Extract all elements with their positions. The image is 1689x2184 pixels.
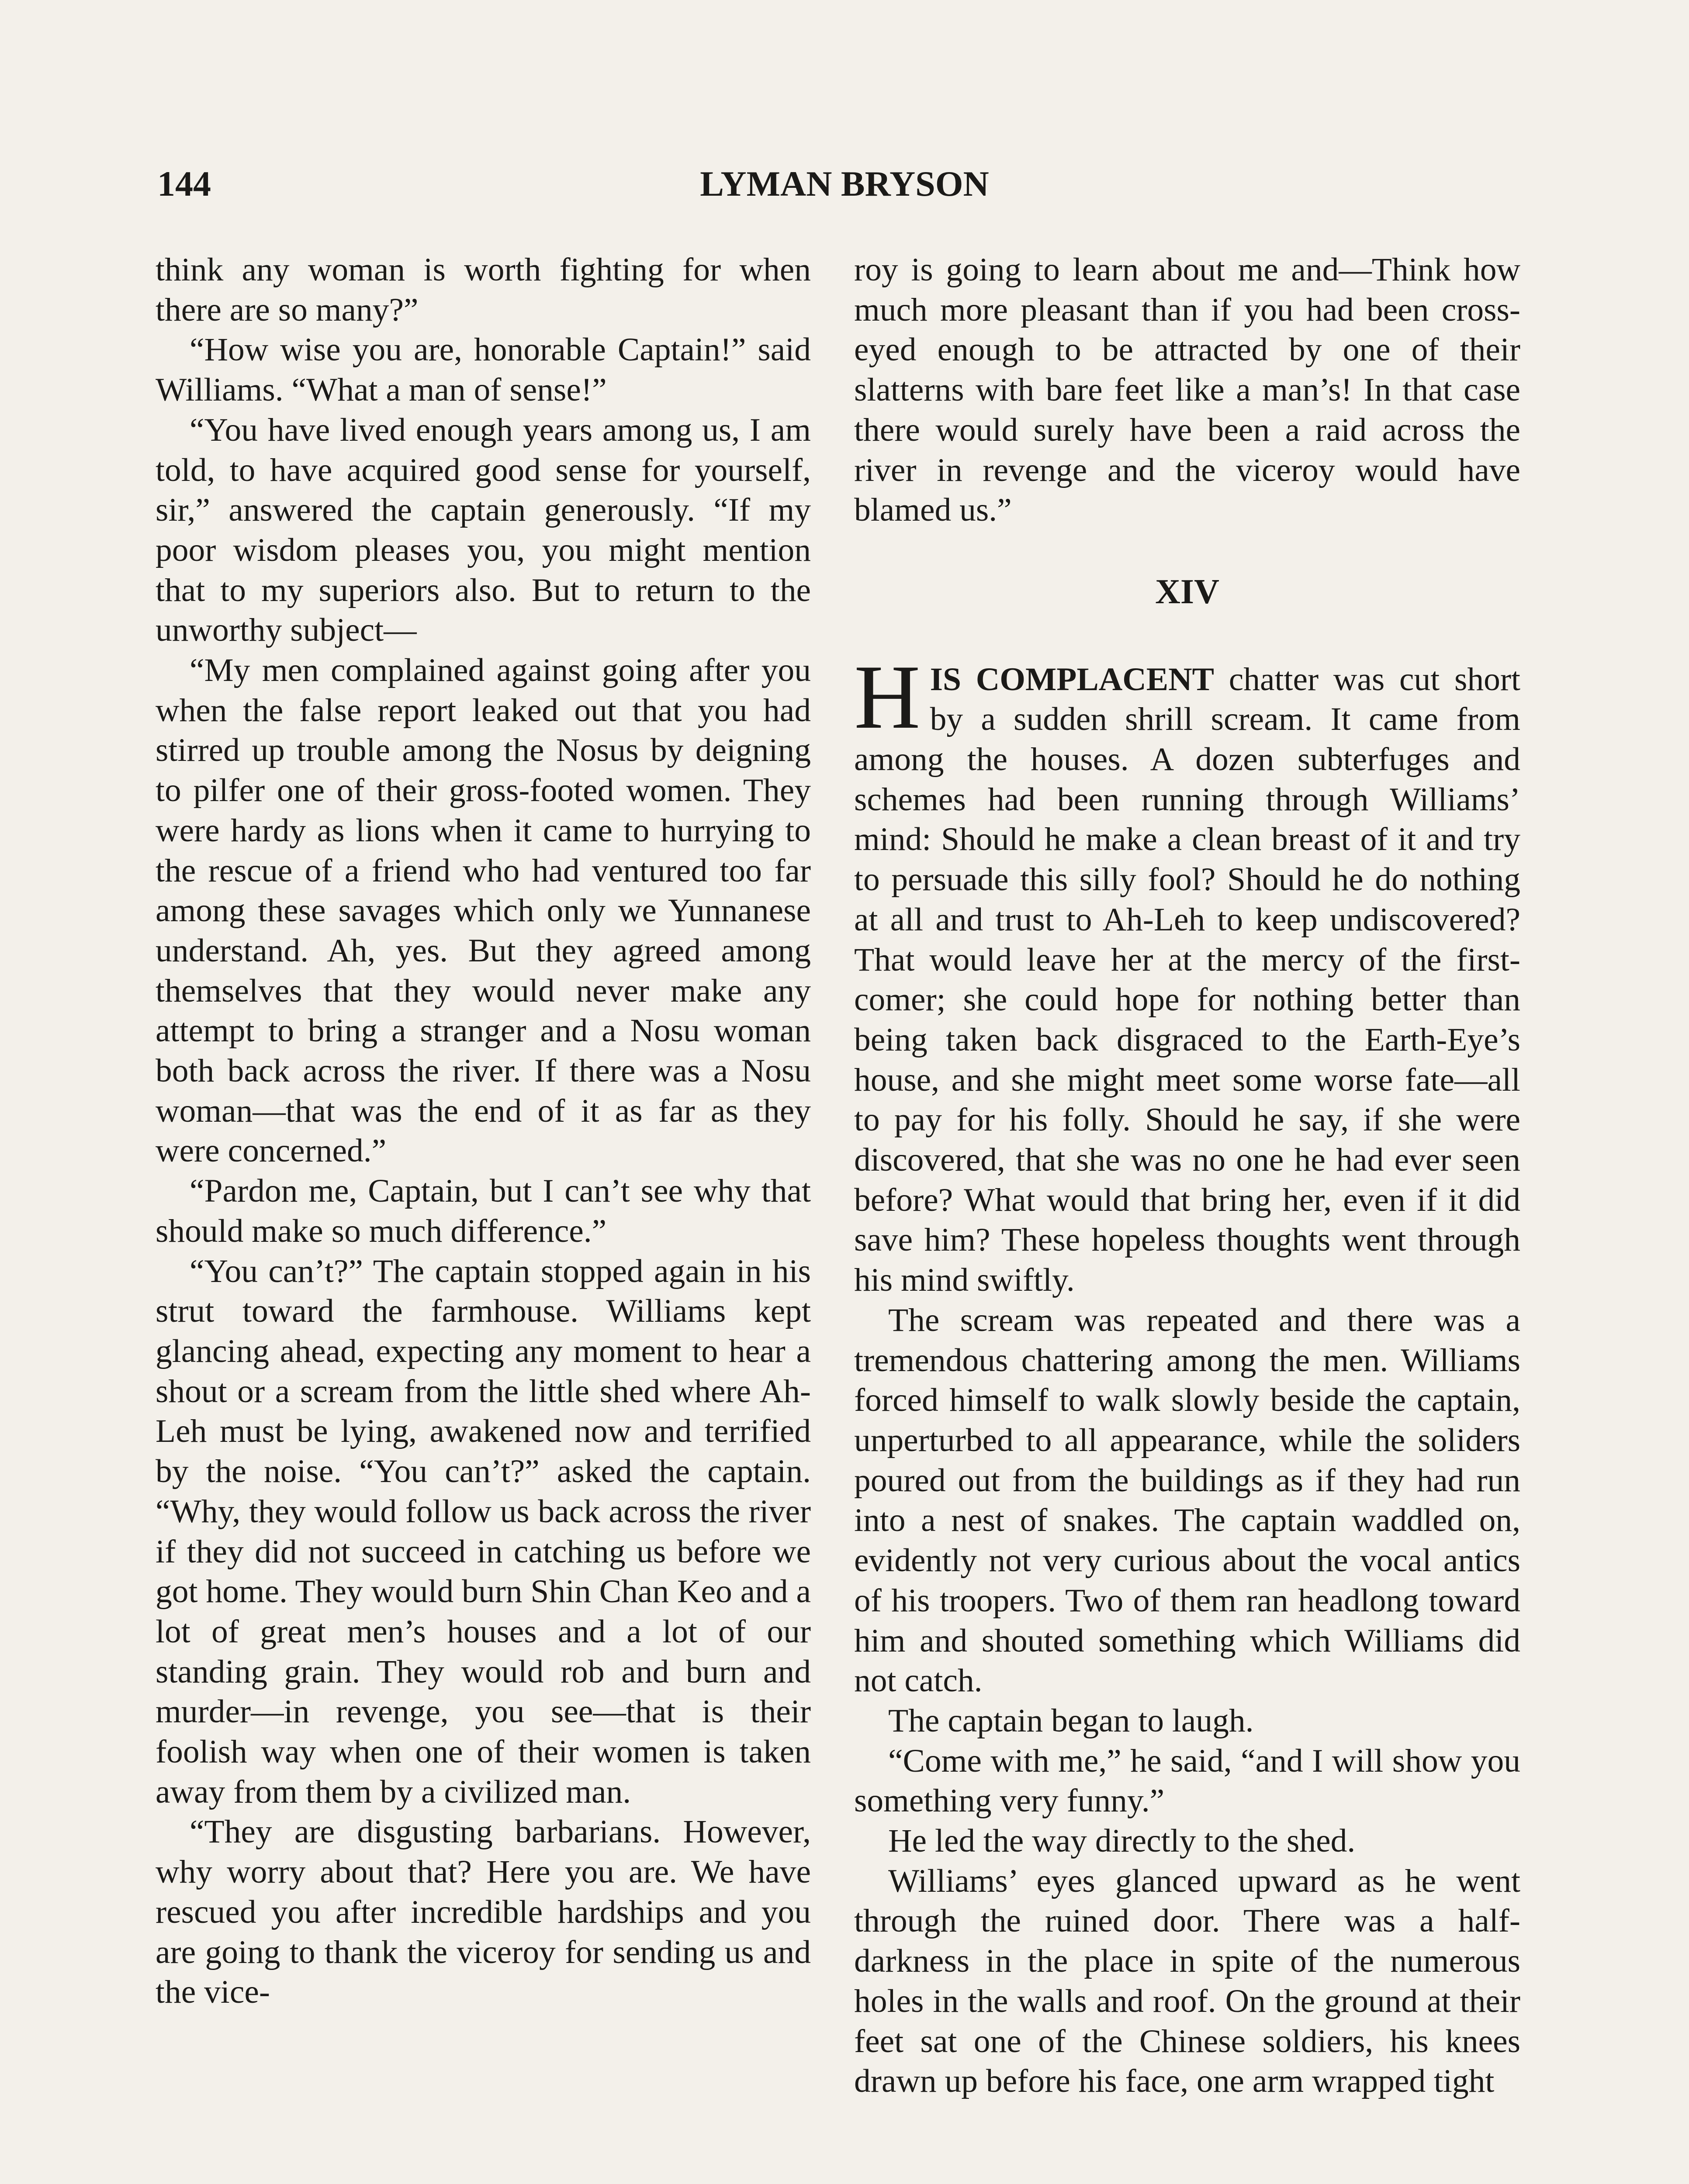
paragraph: He led the way directly to the shed. xyxy=(888,1823,1356,1859)
paragraph: “My men complained against going after you when the false report leaked out that you had stirred up trouble among the Nosus by deigning to pilfer one of their gross-footed women. They were hardy as lions when it came to hurrying to the rescue of a friend who had ventured too far among these savages which only we Yunnanese understand. Ah, yes. But they agreed among themselves that they would never make any attempt to bring a stranger and a Nosu woman both back across the river. If there was a Nosu woman—that was the end of it as far as they were concerned.” xyxy=(156,652,811,1169)
chapter-opening-paragraph xyxy=(854,646,1521,1300)
right-column xyxy=(854,250,1520,2101)
paragraph: “Come with me,” he said, “and I will show you something very funny.” xyxy=(854,1742,1520,1819)
left-column xyxy=(156,250,811,2012)
paragraph: Williams’ eyes glanced upward as he went through the ruined door. There was a half-darkness in the place in spite of the numerous holes in the walls and roof. On the ground at their feet sat one of the Chinese soldiers, his knees drawn up before his face, one arm wrapped tight xyxy=(854,1863,1520,2100)
lead-in: IS COMPLACENT xyxy=(930,661,1215,698)
paragraph: “You can’t?” The captain stopped again in his strut toward the farmhouse. Williams kept glancing ahead, expecting any moment to hear a shout or a scream from the little shed where Ah-Leh must be lying, awakened now and terrified by the noise. “You can’t?” asked the captain. “Why, they would follow us back across the river if they did not succeed in catching us before we got home. They would burn Shin Chan Keo and a lot of great men’s houses and a lot of our standing grain. They would rob and burn and murder—in revenge, you see—that is their foolish way when one of their women is taken away from them by a civilized man. xyxy=(156,1253,811,1810)
chapter-heading: XIV xyxy=(1155,572,1219,611)
running-head: LYMAN BRYSON xyxy=(700,164,989,204)
paragraph: The captain began to laugh. xyxy=(888,1702,1254,1739)
page-number: 144 xyxy=(157,164,211,204)
drop-cap: H xyxy=(854,646,921,748)
paragraph: “Pardon me, Captain, but I can’t see why that should make so much difference.” xyxy=(156,1173,811,1249)
paragraph: The scream was repeated and there was a tremendous chattering among the men. Williams forced himself to walk slowly beside the captain, unperturbed to all appearance, while the soliders poured out from the buildings as if they had run into a nest of snakes. The captain waddled on, evidently not very curious about the vocal antics of his troopers. Two of them ran headlong toward him and shouted something which Williams did not catch. xyxy=(854,1302,1520,1699)
paragraph: think any woman is worth fighting for when there are so many?” xyxy=(156,252,811,328)
paragraph-text: chatter was cut short by a sudden shrill scream. It came from among the houses. A dozen subterfuges and schemes had been running through Williams’ mind: Should he make a clean breast of it and try to persuade this silly fool? Should he do nothing at all and trust to Ah-Leh to keep undiscovered? That would leave her at the mercy of the first-comer; she could hope for nothing better than being taken back disgraced to the Earth-Eye’s house, and she might meet some worse fate—all to pay for his folly. Should he say, if she were discovered, that she was no one he had ever seen before? What would that bring her, even if it did save him? These hopeless thoughts went through his mind swiftly. xyxy=(854,661,1521,1299)
paragraph: “How wise you are, honorable Captain!” said Williams. “What a man of sense!” xyxy=(156,332,811,408)
paragraph: “They are disgusting barbarians. However, why worry about that? Here you are. We have rescued you after incredible hardships and you are going to thank the viceroy for sending us and the vice- xyxy=(156,1814,811,2011)
paragraph: roy is going to learn about me and—Think how much more pleasant than if you had been cross-eyed enough to be attracted by one of their slatterns with bare feet like a man’s! In that case there would surely have been a raid across the river in revenge and the viceroy would have blamed us.” xyxy=(854,252,1520,529)
paragraph: “You have lived enough years among us, I am told, to have acquired good sense for yourself, sir,” answered the captain generously. “If my poor wisdom pleases you, you might mention that to my superiors also. But to return to the unworthy subject— xyxy=(156,411,811,649)
